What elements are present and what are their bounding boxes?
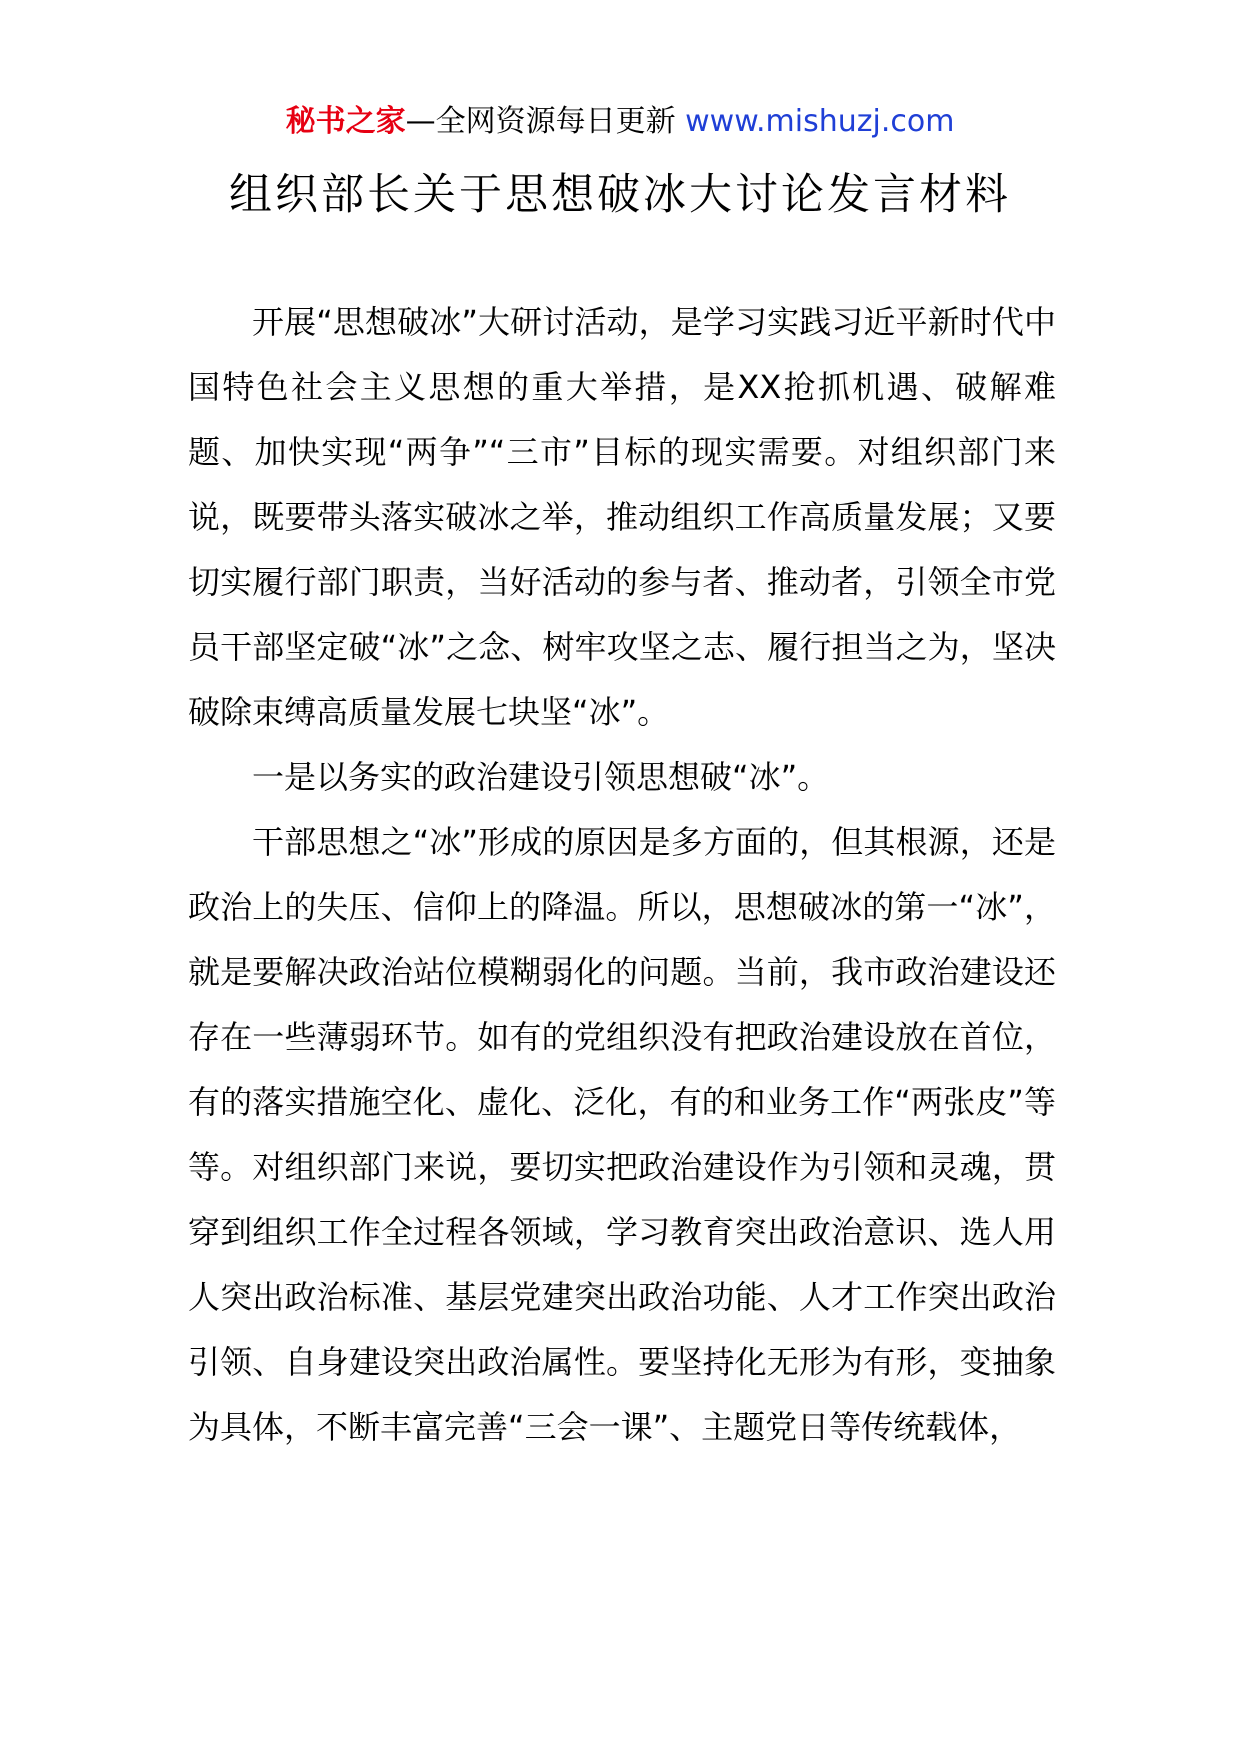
paragraph-intro: 开展“思想破冰”大研讨活动，是学习实践习近平新时代中国特色社会主义思想的重大举措，是XX抢抓机遇、破解难题、加快实现“两争”“三市”目标的现实需要。对组织部门来说，既要带头落实破冰之举，推动组织工作高质量发展；又要切实履行部门职责，当好活动的参与者、推动者，引领全市党员干部坚定破“冰”之念、树牢攻坚之志、履行担当之为，坚决破除束缚高质量发展七块坚“冰”。 bbox=[188, 303, 1056, 731]
site-header bbox=[0, 100, 1240, 144]
header-slogan: —全网资源每日更新 bbox=[405, 104, 676, 139]
site-url: www.mishuzj.com bbox=[685, 104, 955, 139]
document-body bbox=[188, 290, 1056, 1460]
brand-name: 秘书之家 bbox=[285, 104, 406, 139]
paragraph-section-body: 干部思想之“冰”形成的原因是多方面的，但其根源，还是政治上的失压、信仰上的降温。所以，思想破冰的第一“冰”，就是要解决政治站位模糊弱化的问题。当前，我市政治建设还存在一些薄弱环节。如有的党组织没有把政治建设放在首位，有的落实措施空化、虚化、泛化，有的和业务工作“两张皮”等等。对组织部门来说，要切实把政治建设作为引领和灵魂，贯穿到组织工作全过程各领域，学习教育突出政治意识、选人用人突出政治标准、基层党建突出政治功能、人才工作突出政治引领、自身建设突出政治属性。要坚持化无形为有形，变抽象为具体，不断丰富完善“三会一课”、主题党日等传统载体， bbox=[188, 823, 1056, 1446]
document-title: 组织部长关于思想破冰大讨论发言材料 bbox=[229, 170, 1011, 220]
paragraph-section-heading: 一是以务实的政治建设引领思想破“冰”。 bbox=[252, 758, 830, 796]
